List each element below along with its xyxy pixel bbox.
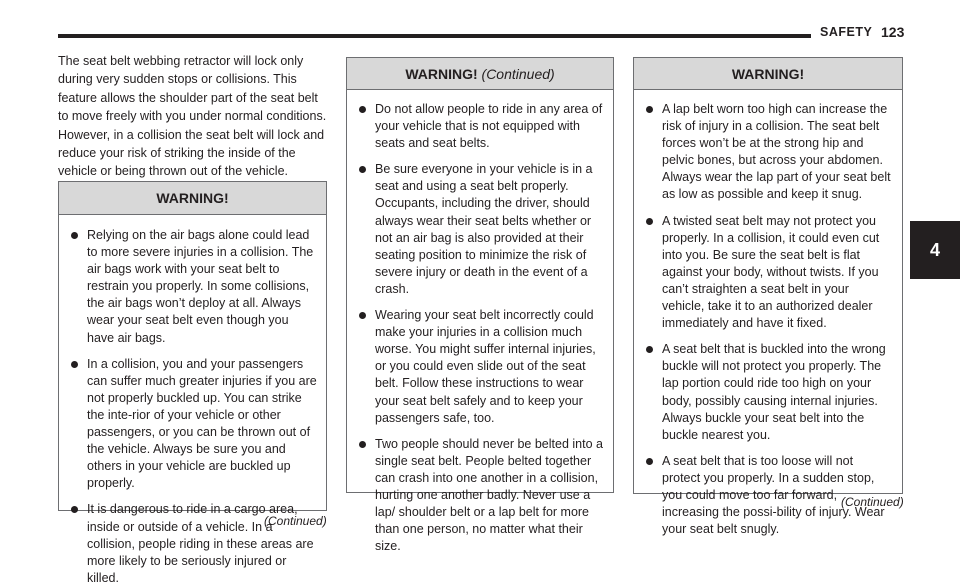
warning-item bbox=[71, 227, 318, 347]
header-rule bbox=[58, 34, 811, 38]
warning-title: WARNING! bbox=[156, 190, 229, 206]
warning-item bbox=[646, 101, 894, 204]
warning-item-text: Relying on the air bags alone could lead to more severe injuries in a collision. The air bags work with your seat belt to restrain you properly. In some collisions, the air bags won’t deploy at all. Always wear your seat belt even though you have air bags. bbox=[87, 228, 314, 345]
intro-paragraph: The seat belt webbing retractor will lock only during very sudden stops or collisions. This feature allows the shoulder part of the seat belt to move freely with you under normal conditions. However, in a collision the seat belt will lock and reduce your risk of striking the inside of the vehicle or being thrown out of the vehicle. bbox=[58, 54, 327, 179]
warning-box-2-header bbox=[347, 58, 613, 90]
bullet-icon bbox=[359, 166, 366, 173]
warning-item-text: It is dangerous to ride in a cargo area, inside or outside of a vehicle. In a collision, people riding in these areas are more likely to be seriously injured or killed. bbox=[87, 502, 314, 585]
warning-box-3-header bbox=[634, 58, 902, 90]
warning-item bbox=[359, 436, 605, 556]
warning-title: WARNING! bbox=[731, 66, 805, 82]
warning-list bbox=[347, 90, 613, 555]
warning-item bbox=[359, 307, 605, 427]
bullet-icon bbox=[71, 232, 78, 239]
bullet-icon bbox=[359, 106, 366, 113]
warning-list bbox=[59, 215, 326, 587]
warning-item-text: A seat belt that is too loose will not protect you properly. In a sudden stop, you could move too far forward, increasing the possi-bility of injury. Wear your seat belt snugly. bbox=[662, 453, 885, 537]
warning-list bbox=[634, 90, 902, 538]
chapter-tab bbox=[910, 221, 960, 279]
bullet-icon bbox=[646, 106, 653, 113]
warning-box-1-header bbox=[59, 182, 326, 215]
bullet-icon bbox=[646, 218, 653, 225]
warning-box-2 bbox=[346, 57, 614, 554]
bullet-icon bbox=[646, 458, 653, 465]
warning-item bbox=[359, 161, 605, 298]
warning-item bbox=[646, 213, 894, 333]
warning-item-text: A twisted seat belt may not protect you properly. In a collision, it could even cut into you. Be sure the seat belt is flat against your body, without twists. If you can’t straighten a seat belt in your vehicle, take it to an authorized dealer immediately and have it fixed. bbox=[662, 213, 880, 331]
section-title: SAFETY bbox=[820, 25, 873, 39]
warning-item-text: Two people should never be belted into a single seat belt. People belted together can crash into one another in a collision, hurting one another badly. Never use a lap/ shoulder belt or a lap belt for more than one person, no matter what their size. bbox=[375, 436, 603, 554]
continued-label: (Continued) bbox=[264, 514, 327, 528]
chapter-number: 4 bbox=[929, 239, 940, 260]
warning-item bbox=[71, 356, 318, 493]
warning-item-text: Be sure everyone in your vehicle is in a seat and using a seat belt properly. Occupants, including the driver, should always wear their seat belts whether or not an air bag is also provided at their seating position to minimize the risk of severe injury or death in the event of a crash. bbox=[375, 162, 593, 296]
continued-label: (Continued) bbox=[841, 495, 904, 509]
warning-item bbox=[646, 341, 894, 444]
warning-item bbox=[359, 101, 605, 152]
bullet-icon bbox=[359, 441, 366, 448]
bullet-icon bbox=[646, 346, 653, 353]
warning-title-continued: (Continued) bbox=[481, 66, 555, 82]
bullet-icon bbox=[359, 312, 366, 319]
bullet-icon bbox=[71, 506, 78, 513]
page-number: 123 bbox=[881, 24, 905, 40]
bullet-icon bbox=[71, 361, 78, 368]
warning-item-text: Do not allow people to ride in any area of your vehicle that is not equipped with seats and seat belts. bbox=[375, 102, 603, 151]
warning-item-text: A lap belt worn too high can increase the risk of injury in a collision. The seat belt forces won’t be at the strong hip and pelvic bones, but across your abdomen. Always wear the lap part of your seat belt as low as possible and keep it snug. bbox=[662, 102, 891, 202]
warning-item-text: Wearing your seat belt incorrectly could make your injuries in a collision much worse. You might suffer internal injuries, or you could even slide out of the seat belt. Follow these instructions to wear your seat belt safely and to keep your passengers safe, too. bbox=[375, 308, 596, 425]
warning-title: WARNING! bbox=[405, 66, 478, 82]
warning-item-text: In a collision, you and your passengers can suffer much greater injuries if you are not properly buckled up. You can strike the inte-rior of your vehicle or other passengers, or you can be thrown out of the vehicle. Always be sure you and others in your vehicle are buckled up properly. bbox=[87, 356, 317, 491]
warning-item-text: A seat belt that is buckled into the wrong buckle will not protect you properly. The lap portion could ride too high on your body, possibly causing internal injuries. Always buckle your seat belt into the buckle nearest you. bbox=[662, 342, 886, 442]
